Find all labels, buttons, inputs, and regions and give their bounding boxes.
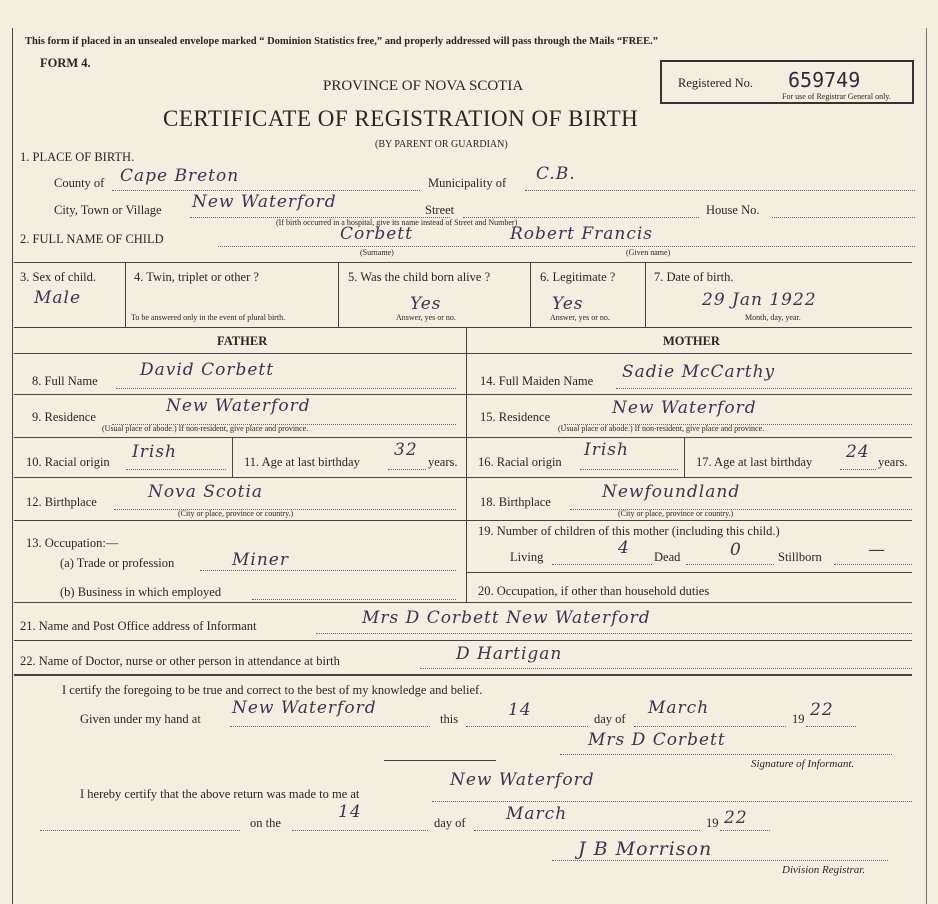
this-label: this [440,712,459,726]
municipality-value: C.B. [536,164,576,184]
house-label: House No. [706,203,760,217]
return-place: New Waterford [450,770,595,790]
father-age: 32 [394,440,418,460]
child-given-name: Robert Francis [510,224,654,244]
given-label: Given under my hand at [80,712,201,726]
signature-caption: Signature of Informant. [751,758,855,770]
year-value: 22 [810,700,834,720]
on-day: 14 [338,802,362,822]
month2-value: March [506,804,568,824]
trade-value: Miner [232,550,289,570]
registrar-note: For use of Registrar General only. [782,92,891,101]
registered-label: Registered No. [678,76,753,90]
certificate-title: CERTIFICATE OF REGISTRATION OF BIRTH [163,106,639,131]
mother-name-label: 14. Full Maiden Name [480,374,594,388]
father-name-label: 8. Full Name [32,374,98,388]
registered-number: 659749 [788,68,861,92]
informant-label: 21. Name and Post Office address of Informant [20,619,257,633]
mother-race: Irish [584,440,629,460]
date-value: 29 Jan 1922 [702,290,817,310]
father-race: Irish [132,442,177,462]
mother-bp-note: (City or place, province or country.) [618,509,734,518]
form-number: FORM 4. [40,56,91,70]
registrar-caption: Division Registrar. [782,864,866,876]
this-day: 14 [508,700,532,720]
twin-note: To be answered only in the event of plural birth. [131,313,286,322]
rule [14,262,912,263]
informant-signature: Mrs D Corbett [588,730,726,750]
father-years: years. [428,455,458,469]
mother-res-label: 15. Residence [480,410,551,424]
certify-text: I certify the foregoing to be true and correct to the best of my knowledge and belief. [62,683,483,697]
doctor-value: D Hartigan [456,644,563,664]
mother-bp-label: 18. Birthplace [480,495,551,509]
occupation-label: 13. Occupation:— [26,536,119,550]
living-label: Living [510,550,544,564]
right-border [926,28,927,904]
given-caption: (Given name) [626,248,671,257]
twin-label: 4. Twin, triplet or other ? [134,270,259,284]
sex-value: Male [34,288,82,308]
dead-label: Dead [654,550,681,564]
left-border [12,28,13,904]
business-label: (b) Business in which employed [60,585,222,599]
father-res-label: 9. Residence [32,410,96,424]
father-residence: New Waterford [166,396,311,416]
doctor-label: 22. Name of Doctor, nurse or other person in attendance at birth [20,654,340,668]
registration-box [660,60,914,104]
hospital-note: (If birth occurred in a hospital, give its name instead of Street and Number) [276,218,518,227]
child-name-label: 2. FULL NAME OF CHILD [20,232,164,246]
on-the-label: on the [250,816,281,830]
father-res-note: (Usual place of abode.) If non-resident, give place and province. [102,424,309,433]
registrar-signature: J B Morrison [578,838,713,860]
city-value: New Waterford [192,192,337,212]
father-bp-label: 12. Birthplace [26,495,97,509]
center-divider [466,327,467,602]
father-name: David Corbett [140,360,275,380]
day-of2-label: day of [434,816,466,830]
given-place: New Waterford [232,698,377,718]
year-prefix: 19 [792,712,805,726]
father-birthplace: Nova Scotia [148,482,264,502]
mail-notice: This form if placed in an unsealed envelope marked “ Dominion Statistics free,” and properly addressed will pass through the Mails “FREE.” [25,36,659,47]
informant-value: Mrs D Corbett New Waterford [362,608,651,628]
city-label: City, Town or Village [54,203,162,217]
month-value: March [648,698,710,718]
legit-label: 6. Legitimate ? [540,270,616,284]
place-heading: 1. PLACE OF BIRTH. [20,150,135,164]
certificate-subtitle: (BY PARENT OR GUARDIAN) [375,139,508,150]
father-race-label: 10. Racial origin [26,455,110,469]
mother-residence: New Waterford [612,398,757,418]
stillborn-value: — [868,540,886,560]
mother-age-label: 17. Age at last birthday [696,455,813,469]
municipality-label: Municipality of [428,176,507,190]
county-value: Cape Breton [120,166,240,186]
mother-heading: MOTHER [663,334,720,348]
street-label: Street [425,203,455,217]
mother-birthplace: Newfoundland [602,482,741,502]
province-title: PROVINCE OF NOVA SCOTIA [323,78,524,94]
alive-label: 5. Was the child born alive ? [348,270,491,284]
trade-label: (a) Trade or profession [60,556,175,570]
stillborn-label: Stillborn [778,550,822,564]
father-bp-note: (City or place, province or country.) [178,509,294,518]
father-heading: FATHER [217,334,268,348]
day-of-label: day of [594,712,626,726]
sex-label: 3. Sex of child. [20,270,97,284]
mother-age: 24 [846,442,870,462]
year2-prefix: 19 [706,816,719,830]
date-label: 7. Date of birth. [654,270,734,284]
county-label: County of [54,176,105,190]
alive-note: Answer, yes or no. [396,313,456,322]
legit-value: Yes [552,294,584,314]
mother-name: Sadie McCarthy [622,362,776,382]
mother-race-label: 16. Racial origin [478,455,562,469]
child-surname: Corbett [340,224,413,244]
children-label: 19. Number of children of this mother (including this child.) [478,524,780,538]
return-label: I hereby certify that the above return was made to me at [80,787,360,801]
mother-res-note: (Usual place of abode.) If non-resident, give place and province. [558,424,765,433]
mother-years: years. [878,455,908,469]
rule [14,327,912,328]
year2-value: 22 [724,808,748,828]
legit-note: Answer, yes or no. [550,313,610,322]
mother-occupation-label: 20. Occupation, if other than household duties [478,584,710,598]
dead-value: 0 [730,540,742,560]
living-value: 4 [618,538,630,558]
date-note: Month, day, year. [745,313,801,322]
alive-value: Yes [410,294,442,314]
father-age-label: 11. Age at last birthday [244,455,360,469]
surname-caption: (Surname) [360,248,394,257]
